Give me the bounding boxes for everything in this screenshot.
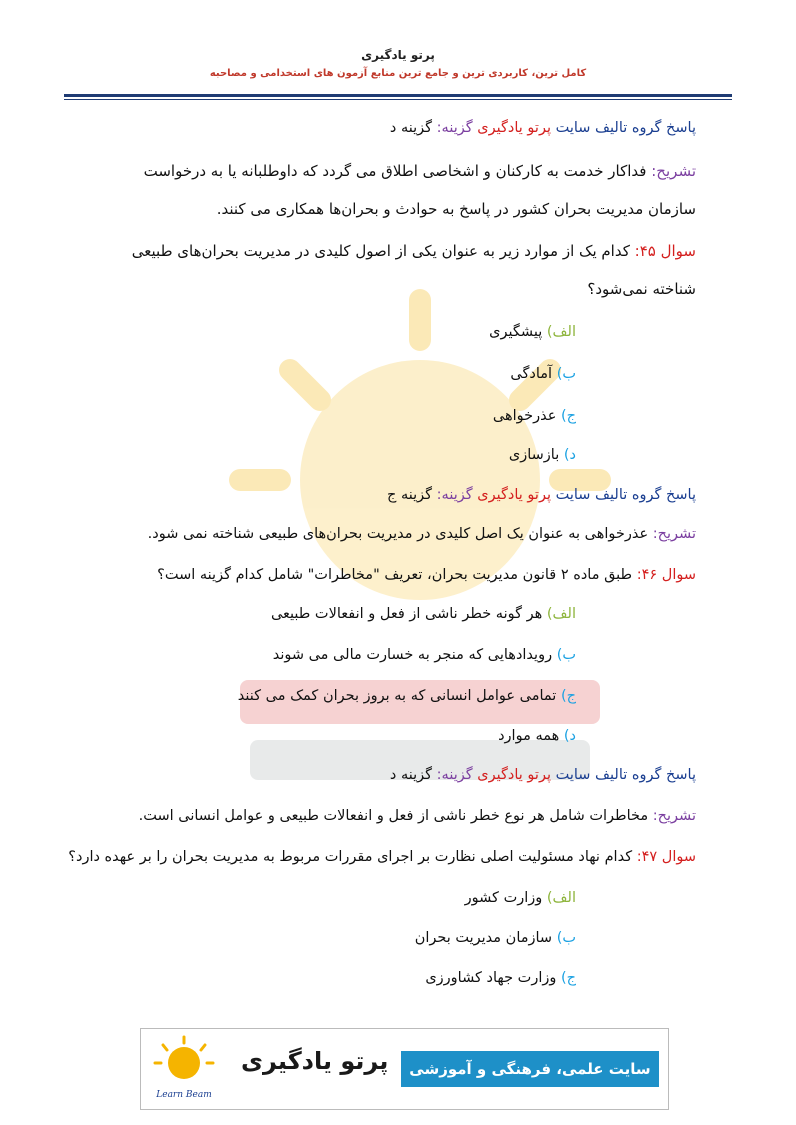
option-a-label: الف) (546, 324, 576, 340)
explain-label: تشریح: (651, 162, 696, 180)
question-label: سوال (661, 567, 696, 583)
explain-label: تشریح: (652, 526, 696, 542)
question-number: ۴۷: (636, 849, 658, 865)
page-header (0, 48, 796, 79)
q45-option-d (509, 445, 576, 465)
explain-text: مخاطرات شامل هر نوع خطر ناشی از فعل و انفعالات طبیعی و عوامل انسانی است. (138, 808, 649, 824)
footer-banner (140, 1028, 669, 1110)
option-c-label: ج) (560, 970, 576, 986)
q45-option-c (493, 406, 576, 426)
learn-beam-logo-icon (145, 1033, 223, 1105)
header-rule-thin (64, 99, 732, 100)
header-rule-thick (64, 94, 732, 97)
site-name: پرتو یادگیری (477, 767, 551, 783)
logo-text: Learn Beam (156, 1090, 212, 1100)
option-d-label: د) (563, 728, 576, 744)
q47-option-b (415, 928, 576, 948)
option-text: وزارت جهاد کشاورزی (425, 970, 557, 986)
option-d-label: د) (563, 447, 576, 463)
answer-letter: گزینه د (389, 120, 433, 136)
explain-text: عذرخواهی به عنوان یک اصل کلیدی در مدیریت بحران‌های طبیعی شناخته نمی شود. (147, 526, 649, 542)
question-text: کدام نهاد مسئولیت اصلی نظارت بر اجرای مقررات مربوط به مدیریت بحران را بر عهده دارد؟ (68, 849, 633, 865)
option-text: وزارت کشور (464, 890, 543, 906)
explain-label: تشریح: (652, 808, 696, 824)
option-text: پیشگیری (489, 324, 543, 340)
banner-tagline: سایت علمی، فرهنگی و آموزشی (401, 1051, 659, 1087)
explanation-45 (148, 524, 696, 544)
option-c-label: ج) (560, 408, 576, 424)
question-47 (68, 847, 696, 867)
answer-letter: گزینه د (389, 767, 433, 783)
explanation-46 (139, 806, 696, 826)
option-word: گزینه: (436, 487, 473, 503)
q46-option-c (238, 686, 576, 706)
q46-option-b (273, 645, 576, 665)
option-text: تمامی عوامل انسانی که به بروز بحران کمک می کنند (237, 688, 557, 704)
option-text: هر گونه خطر ناشی از فعل و انفعالات طبیعی (270, 606, 543, 622)
question-text: طبق ماده ۲ قانون مدیریت بحران، تعریف "مخاطرات" شامل کدام گزینه است؟ (157, 567, 633, 583)
question-45 (110, 232, 696, 308)
option-a-label: الف) (546, 890, 576, 906)
explanation-44 (110, 152, 696, 228)
question-label: سوال (660, 242, 696, 260)
option-text: آمادگی (510, 366, 553, 382)
banner-brand: پرتو یادگیری (241, 1047, 389, 1075)
option-b-label: ب) (556, 647, 576, 663)
question-number: ۴۶: (636, 567, 658, 583)
option-c-label: ج) (560, 688, 576, 704)
answer-prefix: پاسخ گروه تالیف سایت (555, 767, 696, 783)
header-title: پرتو یادگیری (361, 48, 435, 62)
site-name: پرتو یادگیری (477, 120, 551, 136)
q46-option-d (498, 726, 576, 746)
option-text: رویدادهایی که منجر به خسارت مالی می شوند (272, 647, 553, 663)
answer-prefix: پاسخ گروه تالیف سایت (555, 120, 696, 136)
header-subtitle: کامل ترین، کاربردی ترین و جامع ترین منابع آزمون های استخدامی و مصاحبه (209, 68, 587, 79)
q45-option-b (510, 364, 576, 384)
option-word: گزینه: (436, 120, 473, 136)
option-text: عذرخواهی (492, 408, 557, 424)
option-a-label: الف) (546, 606, 576, 622)
answer-prefix: پاسخ گروه تالیف سایت (555, 487, 696, 503)
option-b-label: ب) (556, 930, 576, 946)
question-number: ۴۵: (634, 242, 656, 260)
answer-letter: گزینه ج (387, 487, 433, 503)
answer-line-46 (390, 765, 696, 785)
question-46 (157, 565, 696, 585)
option-word: گزینه: (436, 767, 473, 783)
site-name: پرتو یادگیری (477, 487, 551, 503)
option-text: بازسازی (508, 447, 560, 463)
question-text: کدام یک از موارد زیر به عنوان یکی از اصول کلیدی در مدیریت بحران‌های طبیعی شناخته نمی‌شود؟ (131, 242, 696, 298)
q47-option-c (425, 968, 576, 988)
option-text: سازمان مدیریت بحران (414, 930, 553, 946)
q46-option-a (271, 604, 576, 624)
answer-line-45 (387, 485, 696, 505)
explain-text: فداکار خدمت به کارکنان و اشخاصی اطلاق می گردد که داوطلبانه یا به درخواست سازمان مدیریت بحران کشور در پاسخ به حوادث و بحران‌ها همکاری می کنند. (143, 162, 696, 218)
q45-option-a (489, 322, 576, 342)
question-label: سوال (661, 849, 696, 865)
option-text: همه موارد (498, 728, 560, 744)
option-b-label: ب) (556, 366, 576, 382)
q47-option-a (465, 888, 576, 908)
answer-line-44 (390, 118, 696, 138)
